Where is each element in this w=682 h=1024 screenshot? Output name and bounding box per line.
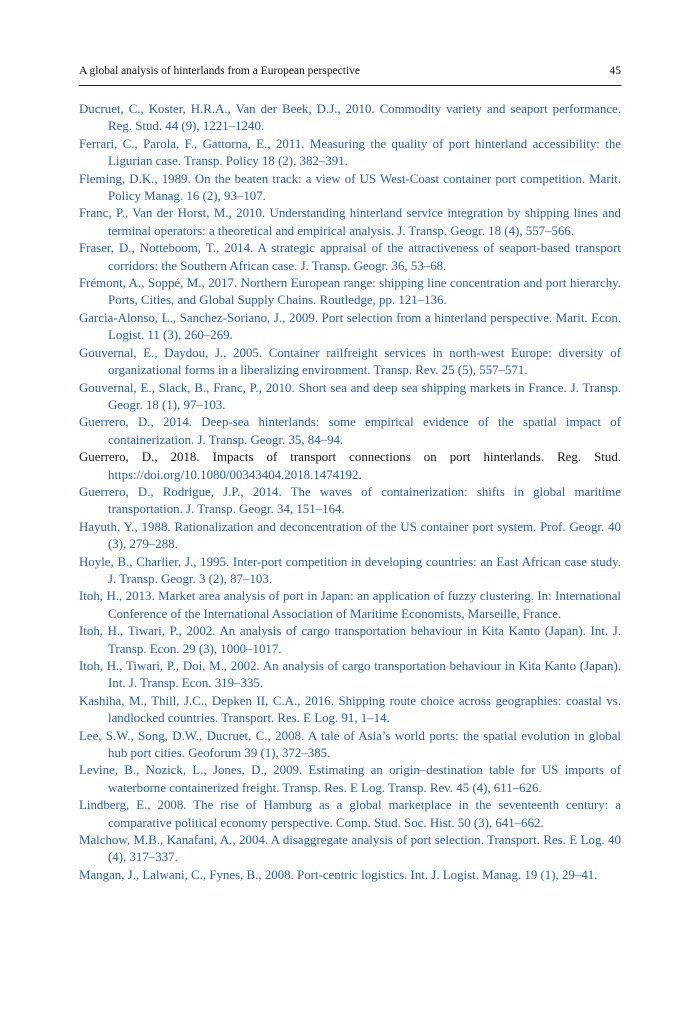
reference-gouvernal-2005[interactable]: Gouvernal, E., Daydou, J., 2005. Container railfreight services in north-west Europe: diversity of organizational forms in a liberalizing environment. Transp. Rev. 25 (5), 557–571.: [79, 345, 621, 378]
reference-hayuth-1988[interactable]: Hayuth, Y., 1988. Rationalization and deconcentration of the US container port system. Prof. Geogr. 40 (3), 279–288.: [79, 519, 621, 552]
reference-kashiha-2016[interactable]: Kashiha, M., Thill, J.C., Depken II, C.A., 2016. Shipping route choice across geographies: coastal vs. landlocked countries. Transport. Res. E Log. 91, 1–14.: [79, 693, 621, 726]
reference-ferrari-2011[interactable]: Ferrari, C., Parola, F., Gattorna, E., 2011. Measuring the quality of port hinterland accessibility: the Ligurian case. Transp. Policy 18 (2), 382–391.: [79, 136, 621, 169]
reference-itoh-tiwari-2002[interactable]: Itoh, H., Tiwari, P., 2002. An analysis of cargo transportation behaviour in Kita Kanto (Japan). Int. J. Transp. Econ. 29 (3), 1000–1017.: [79, 624, 621, 656]
reference-guerrero-2018-tail: .: [358, 467, 362, 482]
reference-franc-2010[interactable]: Franc, P., Van der Horst, M., 2010. Understanding hinterland service integration by shipping lines and terminal operators: a theoretical and empirical analysis. J. Transp. Geogr. 18 (4), 557–566.: [79, 206, 621, 238]
running-header: [79, 64, 621, 86]
reference-garcia-alonso-2009[interactable]: Garcia-Alonso, L., Sanchez-Soriano, J., 2009. Port selection from a hinterland perspective. Marit. Econ. Logist. 11 (3), 260–269.: [79, 310, 621, 343]
reference-list: [79, 101, 621, 884]
reference-gouvernal-2010[interactable]: Gouvernal, E., Slack, B., Franc, P., 2010. Short sea and deep sea shipping markets in France. J. Transp. Geogr. 18 (1), 97–103.: [79, 380, 621, 412]
reference-lee-2008[interactable]: Lee, S.W., Song, D.W., Ducruet, C., 2008. A tale of Asia’s world ports: the spatial evolution in global hub port cities. Geoforum 39 (1), 372–385.: [79, 728, 621, 761]
doi-link[interactable]: https://doi.org/10.1080/00343404.2018.1474192: [108, 467, 359, 482]
reference-lindberg-2008[interactable]: Lindberg, E., 2008. The rise of Hamburg as a global marketplace in the seventeenth century: a comparative political economy perspective. Comp. Stud. Soc. Hist. 50 (3), 641–662.: [79, 798, 621, 830]
reference-guerrero-2014[interactable]: Guerrero, D., 2014. Deep-sea hinterlands: some empirical evidence of the spatial impact of containerization. J. Transp. Geogr. 35, 84–94.: [79, 415, 621, 447]
reference-ducruet-2010[interactable]: Ducruet, C., Koster, H.R.A., Van der Beek, D.J., 2010. Commodity variety and seaport performance. Reg. Stud. 44 (9), 1221–1240.: [79, 102, 621, 134]
reference-fraser-2014[interactable]: Fraser, D., Notteboom, T., 2014. A strategic appraisal of the attractiveness of seaport-based transport corridors: the Southern African case. J. Transp. Geogr. 36, 53–68.: [79, 241, 621, 273]
reference-itoh-tiwari-doi-2002[interactable]: Itoh, H., Tiwari, P., Doi, M., 2002. An analysis of cargo transportation behaviour in Kita Kanto (Japan). Int. J. Transp. Econ. 319–335.: [79, 659, 621, 691]
reference-itoh-2013[interactable]: Itoh, H., 2013. Market area analysis of port in Japan: an application of fuzzy clustering. In: International Conference of the International Association of Maritime Economists, Marseille, France.: [79, 589, 621, 621]
reference-guerrero-rodrigue-2014[interactable]: Guerrero, D., Rodrigue, J.P., 2014. The waves of containerization: shifts in global maritime transportation. J. Transp. Geogr. 34, 151–164.: [79, 484, 621, 517]
reference-fleming-1989[interactable]: Fleming, D.K., 1989. On the beaten track: a view of US West-Coast container port competition. Marit. Policy Manag. 16 (2), 93–107.: [79, 171, 621, 204]
reference-fremont-2017[interactable]: Frémont, A., Soppé, M., 2017. Northern European range: shipping line concentration and port hierarchy. Ports, Cities, and Global Supply Chains. Routledge, pp. 121–136.: [79, 276, 621, 308]
reference-levine-2009[interactable]: Levine, B., Nozick, L., Jones, D., 2009. Estimating an origin–destination table for US imports of waterborne containerized freight. Transp. Res. E Log. Transp. Rev. 45 (4), 611–626.: [79, 763, 621, 795]
running-title: A global analysis of hinterlands from a European perspective: [79, 65, 361, 77]
reference-hoyle-1995[interactable]: Hoyle, B., Charlier, J., 1995. Inter-port competition in developing countries: an East African case study. J. Transp. Geogr. 3 (2), 87–103.: [79, 554, 621, 586]
reference-guerrero-2018: [79, 449, 621, 484]
page-number: 45: [609, 65, 621, 77]
reference-mangan-2008[interactable]: Mangan, J., Lalwani, C., Fynes, B., 2008. Port-centric logistics. Int. J. Logist. Manag. 19 (1), 29–41.: [79, 867, 598, 882]
reference-malchow-2004[interactable]: Malchow, M.B., Kanafani, A., 2004. A disaggregate analysis of port selection. Transport. Res. E Log. 40 (4), 317–337.: [79, 833, 621, 865]
reference-guerrero-2018-text: Guerrero, D., 2018. Impacts of transport connections on port hinterlands. Reg. Stud.: [79, 450, 621, 465]
